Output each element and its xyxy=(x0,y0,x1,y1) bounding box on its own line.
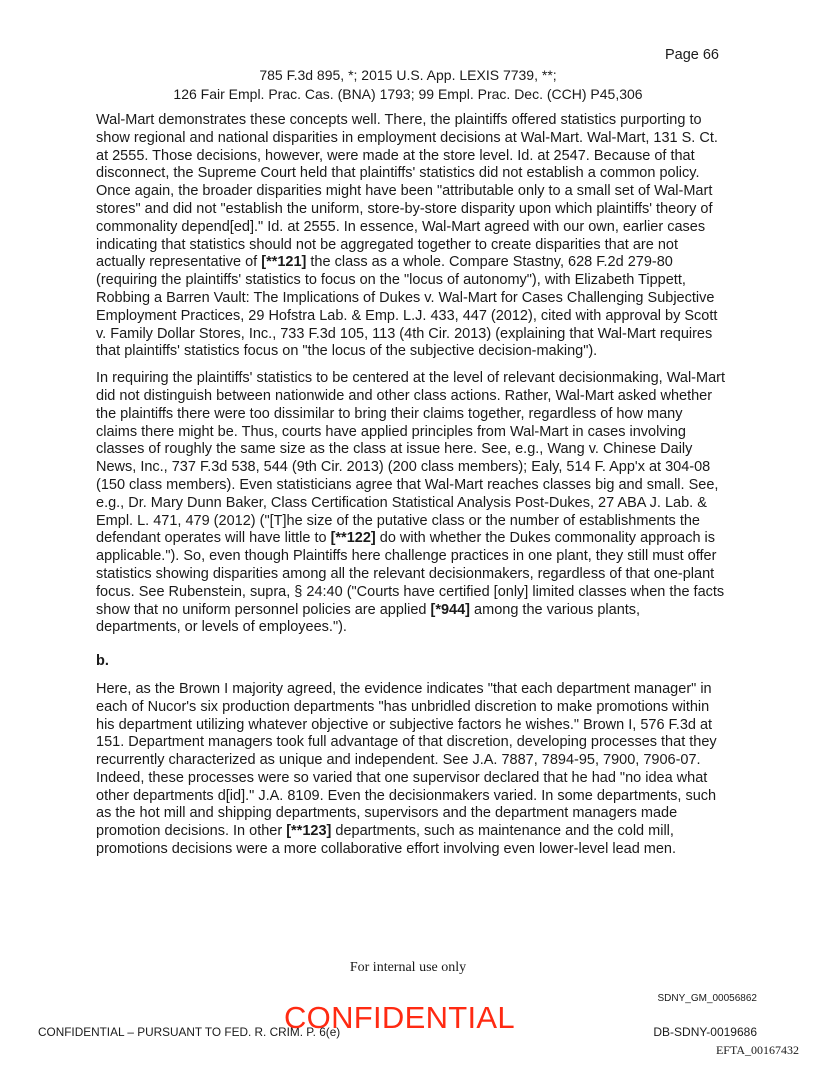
pin-cite-122: [**122] xyxy=(330,530,376,547)
page-number: Page 66 xyxy=(664,47,719,63)
confidential-watermark: CONFIDENTIAL xyxy=(284,1000,515,1035)
confidential-notice: CONFIDENTIAL – PURSUANT TO FED. R. CRIM. P. 6(e) xyxy=(38,1025,341,1039)
case-citation xyxy=(0,66,816,104)
internal-use-notice: For internal use only xyxy=(349,960,467,975)
section-heading-b: b. xyxy=(96,653,109,670)
opinion-body xyxy=(96,112,726,868)
bates-number-db-sdny: DB-SDNY-0019686 xyxy=(653,1025,757,1039)
paragraph-text: Wal-Mart demonstrates these concepts well. There, the plaintiffs offered statistics purporting to show regional and national disparities in employment decisions at Wal-Mart. Wal-Mart, 131 S. Ct. at 2555. Those decisions, however, were made at the store level. Id. at 2547. Because of that disconnect, the Supreme Court held that plaintiffs' statistics did not establish a common policy. Once again, the broader disparities might have been "attributable only to a small set of Wal-Mart stores" and did not "establish the uniform, store-by-store disparity upon which plaintiffs' theory of commonality depend[ed]." Id. at 2555. In essence, Wal-Mart agreed with our own, earlier cases indicating that statistics should not be aggregated together to create disparities that are not actually representative of xyxy=(96,112,718,271)
paragraph-walmart-concepts xyxy=(96,112,726,361)
pin-cite-123: [**123] xyxy=(286,823,332,840)
paragraph-text: do with whether the Dukes commonality approach is applicable."). So, even though Plaintiffs here challenge practices in one plant, they still must offer statistics showing disparities among all the relevant decisionmakers, regardless of that one-plant focus. See Rubenstein, supra, § 24:40 ("Courts have certified [only] limited classes when the facts show that no uniform personnel policies are applied xyxy=(96,530,725,618)
paragraph-text: among the various plants, departments, or levels of employees."). xyxy=(96,601,641,636)
paragraph-decisionmaking-level xyxy=(96,370,726,637)
bates-number-sdny-gm: SDNY_GM_00056862 xyxy=(657,993,757,1004)
paragraph-text: the class as a whole. Compare Stastny, 628 F.2d 279-80 (requiring the plaintiffs' statistics to focus on the "locus of autonomy"), with Elizabeth Tippett, Robbing a Barren Vault: The Implications of Dukes v. Wal-Mart for Cases Challenging Subjective Employment Practices, 29 Hofstra Lab. & Emp. L.J. 433, 447 (2012), cited with approval by Scott v. Family Dollar Stores, Inc., 733 F.3d 105, 113 (4th Cir. 2013) (explaining that Wal-Mart requires that plaintiffs' statistics focus on "the locus of the subjective decision-making"). xyxy=(96,254,718,360)
paragraph-text: departments, such as maintenance and the cold mill, promotions decisions were a more collaborative effort involving even lower-level lead men. xyxy=(96,823,677,858)
paragraph-text: Here, as the Brown I majority agreed, the evidence indicates "that each department manager" in each of Nucor's six production departments "has unbridled discretion to make promotions within his department utilizing whatever objective or subjective factors he wishes." Brown I, 576 F.3d at 151. Department managers took full advantage of that discretion, developing processes that they recurrently characterized as unique and independent. See J.A. 7887, 7894-95, 7900, 7906-07. Indeed, these processes were so varied that one supervisor declared that he had "no idea what other departments d[id]." J.A. 8109. Even the decisionmakers varied. In some departments, such as the hot mill and shipping departments, supervisors and the department managers made promotion decisions. In other xyxy=(96,680,717,840)
efta-number: EFTA_00167432 xyxy=(715,1043,799,1057)
pin-cite-121: [**121] xyxy=(261,254,307,271)
citation-line-2: 126 Fair Empl. Prac. Cas. (BNA) 1793; 99 Empl. Prac. Dec. (CCH) P45,306 xyxy=(173,86,643,102)
paragraph-brown-majority xyxy=(96,681,726,859)
citation-line-1: 785 F.3d 895, *; 2015 U.S. App. LEXIS 7739, **; xyxy=(259,67,557,83)
pin-cite-944: [*944] xyxy=(430,601,471,618)
paragraph-text: In requiring the plaintiffs' statistics to be centered at the level of relevant decisionmaking, Wal-Mart did not distinguish between nationwide and other class actions. Rather, Wal-Mart asked whether the plaintiffs there were too dissimilar to bring their claims together, regardless of how many claims there might be. Thus, courts have applied principles from Wal-Mart in cases involving classes of roughly the same size as the class at issue here. See, e.g., Wang v. Chinese Daily News, Inc., 737 F.3d 538, 544 (9th Cir. 2013) (200 class members); Ealy, 514 F. App'x at 304-08 (150 class members). Even statisticians agree that Wal-Mart reaches classes big and small. See, e.g., Dr. Mary Dunn Baker, Class Certification Statistical Analysis Post-Dukes, 27 ABA J. Lab. & Empl. L. 471, 479 (2012) ("[T]he size of the putative class or the number of establishments the defendant operates will have little to xyxy=(96,370,725,547)
